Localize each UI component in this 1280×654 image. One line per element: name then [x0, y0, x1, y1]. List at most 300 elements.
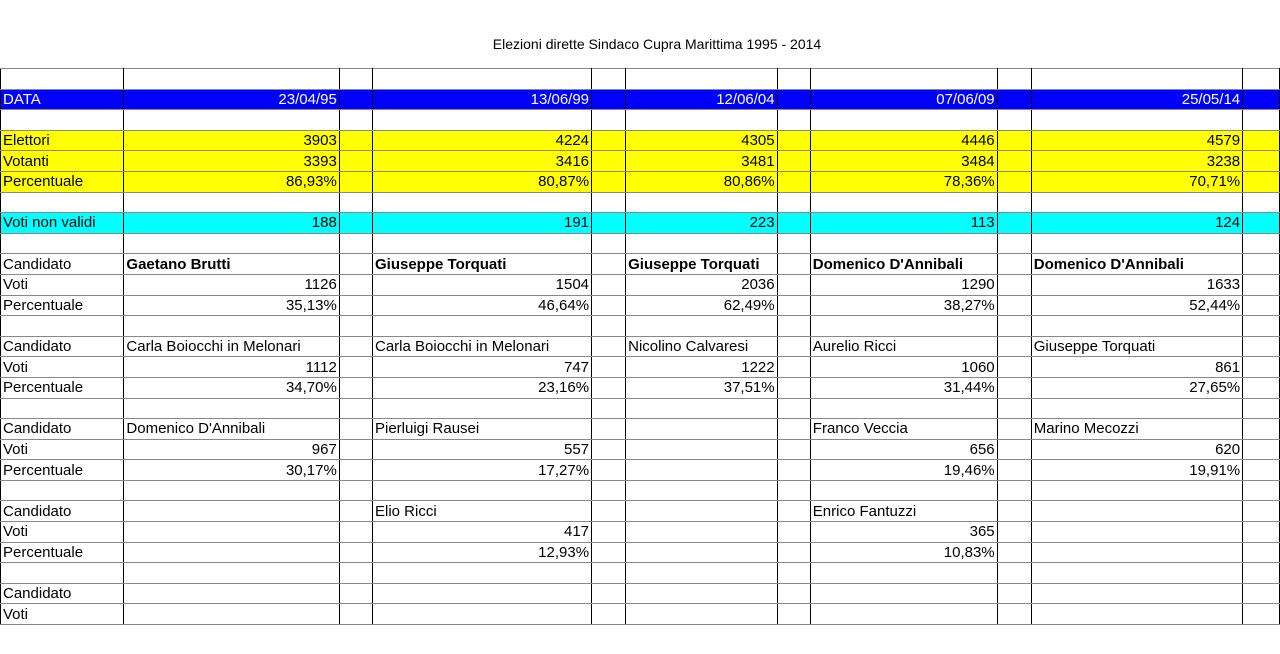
- spacer-cell[interactable]: [339, 336, 372, 357]
- spacer-cell[interactable]: [777, 563, 810, 584]
- spacer-cell[interactable]: [592, 336, 626, 357]
- value-cell[interactable]: [626, 522, 777, 543]
- spacer-cell[interactable]: [592, 192, 626, 213]
- value-cell[interactable]: [626, 501, 777, 522]
- spacer-cell[interactable]: [626, 233, 777, 254]
- row-label-cell[interactable]: Votanti: [1, 151, 124, 172]
- spacer-cell[interactable]: [592, 542, 626, 563]
- spacer-cell[interactable]: [777, 89, 810, 110]
- spacer-cell[interactable]: [777, 171, 810, 192]
- value-cell[interactable]: [1031, 522, 1242, 543]
- value-cell[interactable]: 4579: [1031, 130, 1242, 151]
- spacer-cell[interactable]: [1031, 563, 1242, 584]
- spacer-cell[interactable]: [777, 274, 810, 295]
- spacer-cell[interactable]: [1243, 357, 1280, 378]
- spacer-cell[interactable]: [777, 377, 810, 398]
- spacer-cell[interactable]: [626, 480, 777, 501]
- value-cell[interactable]: 31,44%: [810, 377, 997, 398]
- spacer-cell[interactable]: [1243, 130, 1280, 151]
- row-label-cell[interactable]: [1, 316, 124, 337]
- spacer-cell[interactable]: [1243, 110, 1280, 131]
- value-cell[interactable]: 78,36%: [810, 171, 997, 192]
- spacer-cell[interactable]: [339, 419, 372, 440]
- spacer-cell[interactable]: [592, 501, 626, 522]
- value-cell[interactable]: 52,44%: [1031, 295, 1242, 316]
- spacer-cell[interactable]: [339, 377, 372, 398]
- spacer-cell[interactable]: [1031, 110, 1242, 131]
- spacer-cell[interactable]: [997, 377, 1031, 398]
- spacer-cell[interactable]: [339, 501, 372, 522]
- row-label-cell[interactable]: Candidato: [1, 336, 124, 357]
- value-cell[interactable]: 3484: [810, 151, 997, 172]
- row-label-cell[interactable]: [1, 398, 124, 419]
- spacer-cell[interactable]: [124, 110, 339, 131]
- spacer-cell[interactable]: [592, 522, 626, 543]
- spacer-cell[interactable]: [810, 192, 997, 213]
- spacer-cell[interactable]: [997, 89, 1031, 110]
- value-cell[interactable]: Domenico D'Annibali: [810, 254, 997, 275]
- spacer-cell[interactable]: [1243, 501, 1280, 522]
- spacer-cell[interactable]: [997, 254, 1031, 275]
- spacer-cell[interactable]: [777, 439, 810, 460]
- spacer-cell[interactable]: [626, 69, 777, 90]
- value-cell[interactable]: [1031, 542, 1242, 563]
- value-cell[interactable]: 80,87%: [373, 171, 592, 192]
- spacer-cell[interactable]: [1243, 460, 1280, 481]
- spacer-cell[interactable]: [997, 522, 1031, 543]
- spacer-cell[interactable]: [777, 254, 810, 275]
- spacer-cell[interactable]: [339, 233, 372, 254]
- value-cell[interactable]: 30,17%: [124, 460, 339, 481]
- spacer-cell[interactable]: [777, 110, 810, 131]
- value-cell[interactable]: [124, 501, 339, 522]
- value-cell[interactable]: [626, 439, 777, 460]
- spacer-cell[interactable]: [777, 316, 810, 337]
- value-cell[interactable]: 3416: [373, 151, 592, 172]
- spacer-cell[interactable]: [592, 480, 626, 501]
- spacer-cell[interactable]: [1243, 336, 1280, 357]
- spacer-cell[interactable]: [592, 171, 626, 192]
- spacer-cell[interactable]: [339, 295, 372, 316]
- spacer-cell[interactable]: [997, 171, 1031, 192]
- value-cell[interactable]: 557: [373, 439, 592, 460]
- value-cell[interactable]: 1504: [373, 274, 592, 295]
- spacer-cell[interactable]: [124, 233, 339, 254]
- value-cell[interactable]: 80,86%: [626, 171, 777, 192]
- spacer-cell[interactable]: [777, 192, 810, 213]
- value-cell[interactable]: 1290: [810, 274, 997, 295]
- value-cell[interactable]: 656: [810, 439, 997, 460]
- spacer-cell[interactable]: [339, 171, 372, 192]
- spacer-cell[interactable]: [592, 110, 626, 131]
- spacer-cell[interactable]: [997, 542, 1031, 563]
- spacer-cell[interactable]: [124, 69, 339, 90]
- row-label-cell[interactable]: [1, 192, 124, 213]
- spacer-cell[interactable]: [339, 522, 372, 543]
- value-cell[interactable]: Giuseppe Torquati: [626, 254, 777, 275]
- value-cell[interactable]: [1031, 501, 1242, 522]
- value-cell[interactable]: Pierluigi Rausei: [373, 419, 592, 440]
- row-label-cell[interactable]: Elettori: [1, 130, 124, 151]
- value-cell[interactable]: [626, 583, 777, 604]
- spacer-cell[interactable]: [997, 233, 1031, 254]
- value-cell[interactable]: Franco Veccia: [810, 419, 997, 440]
- value-cell[interactable]: 34,70%: [124, 377, 339, 398]
- spacer-cell[interactable]: [339, 192, 372, 213]
- value-cell[interactable]: 1060: [810, 357, 997, 378]
- spacer-cell[interactable]: [339, 89, 372, 110]
- value-cell[interactable]: 10,83%: [810, 542, 997, 563]
- spacer-cell[interactable]: [777, 398, 810, 419]
- spacer-cell[interactable]: [997, 274, 1031, 295]
- spacer-cell[interactable]: [339, 563, 372, 584]
- table-row: [1, 604, 1280, 625]
- spacer-cell[interactable]: [373, 398, 592, 419]
- spacer-cell[interactable]: [592, 316, 626, 337]
- value-cell[interactable]: 1633: [1031, 274, 1242, 295]
- spacer-cell[interactable]: [124, 480, 339, 501]
- spacer-cell[interactable]: [810, 316, 997, 337]
- spacer-cell[interactable]: [592, 151, 626, 172]
- value-cell[interactable]: 13/06/99: [373, 89, 592, 110]
- value-cell[interactable]: 417: [373, 522, 592, 543]
- spacer-cell[interactable]: [339, 274, 372, 295]
- row-label-cell[interactable]: [1, 69, 124, 90]
- spacer-cell[interactable]: [592, 130, 626, 151]
- spacer-cell[interactable]: [592, 563, 626, 584]
- value-cell[interactable]: 12,93%: [373, 542, 592, 563]
- value-cell[interactable]: Carla Boiocchi in Melonari: [373, 336, 592, 357]
- spacer-cell[interactable]: [339, 542, 372, 563]
- spacer-cell[interactable]: [1243, 171, 1280, 192]
- value-cell[interactable]: 191: [373, 213, 592, 234]
- value-cell[interactable]: [124, 522, 339, 543]
- value-cell[interactable]: 365: [810, 522, 997, 543]
- spacer-cell[interactable]: [777, 542, 810, 563]
- value-cell[interactable]: 3393: [124, 151, 339, 172]
- row-label-cell[interactable]: Voti: [1, 522, 124, 543]
- spacer-cell[interactable]: [997, 69, 1031, 90]
- row-label-cell[interactable]: Voti non validi: [1, 213, 124, 234]
- value-cell[interactable]: [810, 583, 997, 604]
- spacer-cell[interactable]: [997, 192, 1031, 213]
- spacer-cell[interactable]: [997, 151, 1031, 172]
- spacer-cell[interactable]: [1243, 563, 1280, 584]
- value-cell[interactable]: 188: [124, 213, 339, 234]
- value-cell[interactable]: Aurelio Ricci: [810, 336, 997, 357]
- spacer-cell[interactable]: [592, 213, 626, 234]
- spacer-cell[interactable]: [339, 398, 372, 419]
- spacer-cell[interactable]: [997, 357, 1031, 378]
- value-cell[interactable]: [124, 542, 339, 563]
- spacer-cell[interactable]: [777, 357, 810, 378]
- spacer-cell[interactable]: [1243, 151, 1280, 172]
- value-cell[interactable]: 38,27%: [810, 295, 997, 316]
- spacer-cell[interactable]: [997, 480, 1031, 501]
- spacer-cell[interactable]: [1031, 316, 1242, 337]
- value-cell[interactable]: Domenico D'Annibali: [1031, 254, 1242, 275]
- table-row: [1, 295, 1280, 316]
- spacer-cell[interactable]: [777, 233, 810, 254]
- spacer-cell[interactable]: [339, 110, 372, 131]
- spacer-cell[interactable]: [810, 398, 997, 419]
- row-label-cell[interactable]: Percentuale: [1, 460, 124, 481]
- spacer-cell[interactable]: [1243, 377, 1280, 398]
- value-cell[interactable]: [373, 583, 592, 604]
- spacer-cell[interactable]: [997, 604, 1031, 625]
- value-cell[interactable]: 1112: [124, 357, 339, 378]
- value-cell[interactable]: [810, 604, 997, 625]
- spacer-cell[interactable]: [592, 295, 626, 316]
- spacer-cell[interactable]: [1243, 522, 1280, 543]
- spacer-cell[interactable]: [339, 213, 372, 234]
- spacer-cell[interactable]: [810, 69, 997, 90]
- value-cell[interactable]: [626, 460, 777, 481]
- spacer-cell[interactable]: [339, 151, 372, 172]
- spacer-cell[interactable]: [592, 89, 626, 110]
- value-cell[interactable]: Giuseppe Torquati: [1031, 336, 1242, 357]
- value-cell[interactable]: 3903: [124, 130, 339, 151]
- spacer-cell[interactable]: [1243, 233, 1280, 254]
- spacer-cell[interactable]: [373, 233, 592, 254]
- value-cell[interactable]: 113: [810, 213, 997, 234]
- table-row: [1, 89, 1280, 110]
- row-label-cell[interactable]: Percentuale: [1, 542, 124, 563]
- value-cell[interactable]: 23,16%: [373, 377, 592, 398]
- spacer-cell[interactable]: [592, 254, 626, 275]
- row-label-cell[interactable]: Candidato: [1, 501, 124, 522]
- value-cell[interactable]: [626, 419, 777, 440]
- row-label-cell[interactable]: Voti: [1, 357, 124, 378]
- spacer-cell[interactable]: [592, 419, 626, 440]
- row-label-cell[interactable]: Candidato: [1, 254, 124, 275]
- spacer-cell[interactable]: [1243, 192, 1280, 213]
- value-cell[interactable]: 620: [1031, 439, 1242, 460]
- value-cell[interactable]: Marino Mecozzi: [1031, 419, 1242, 440]
- spacer-cell[interactable]: [592, 398, 626, 419]
- spacer-cell[interactable]: [373, 563, 592, 584]
- spacer-cell[interactable]: [339, 254, 372, 275]
- value-cell[interactable]: 37,51%: [626, 377, 777, 398]
- spacer-cell[interactable]: [124, 192, 339, 213]
- value-cell[interactable]: 19,91%: [1031, 460, 1242, 481]
- spacer-cell[interactable]: [339, 357, 372, 378]
- spacer-cell[interactable]: [997, 398, 1031, 419]
- spacer-cell[interactable]: [1031, 480, 1242, 501]
- spacer-cell[interactable]: [810, 233, 997, 254]
- value-cell[interactable]: Enrico Fantuzzi: [810, 501, 997, 522]
- spacer-cell[interactable]: [777, 295, 810, 316]
- spacer-cell[interactable]: [339, 439, 372, 460]
- row-label-cell[interactable]: [1, 480, 124, 501]
- value-cell[interactable]: 4446: [810, 130, 997, 151]
- spacer-cell[interactable]: [373, 110, 592, 131]
- value-cell[interactable]: Giuseppe Torquati: [373, 254, 592, 275]
- spacer-cell[interactable]: [1243, 316, 1280, 337]
- spacer-cell[interactable]: [592, 460, 626, 481]
- value-cell[interactable]: 747: [373, 357, 592, 378]
- value-cell[interactable]: [124, 604, 339, 625]
- spacer-cell[interactable]: [777, 130, 810, 151]
- spacer-cell[interactable]: [810, 110, 997, 131]
- row-label-cell[interactable]: Candidato: [1, 419, 124, 440]
- value-cell[interactable]: 17,27%: [373, 460, 592, 481]
- value-cell[interactable]: 967: [124, 439, 339, 460]
- spacer-cell[interactable]: [339, 480, 372, 501]
- spacer-cell[interactable]: [997, 110, 1031, 131]
- spacer-cell[interactable]: [1243, 295, 1280, 316]
- value-cell[interactable]: [1031, 583, 1242, 604]
- value-cell[interactable]: 23/04/95: [124, 89, 339, 110]
- spacer-cell[interactable]: [373, 480, 592, 501]
- row-label-cell[interactable]: Percentuale: [1, 377, 124, 398]
- value-cell[interactable]: 86,93%: [124, 171, 339, 192]
- value-cell[interactable]: 4224: [373, 130, 592, 151]
- value-cell[interactable]: 62,49%: [626, 295, 777, 316]
- spacer-cell[interactable]: [339, 130, 372, 151]
- value-cell[interactable]: Domenico D'Annibali: [124, 419, 339, 440]
- spacer-cell[interactable]: [592, 69, 626, 90]
- spacer-cell[interactable]: [626, 563, 777, 584]
- spacer-cell[interactable]: [777, 522, 810, 543]
- spacer-cell[interactable]: [1243, 213, 1280, 234]
- row-label-cell[interactable]: [1, 110, 124, 131]
- value-cell[interactable]: 3481: [626, 151, 777, 172]
- spacer-cell[interactable]: [1243, 604, 1280, 625]
- spacer-cell[interactable]: [777, 151, 810, 172]
- value-cell[interactable]: [124, 583, 339, 604]
- row-label-cell[interactable]: [1, 563, 124, 584]
- value-cell[interactable]: Elio Ricci: [373, 501, 592, 522]
- spacer-cell[interactable]: [1243, 419, 1280, 440]
- value-cell[interactable]: Nicolino Calvaresi: [626, 336, 777, 357]
- spacer-cell[interactable]: [777, 213, 810, 234]
- spacer-cell[interactable]: [339, 460, 372, 481]
- value-cell[interactable]: 07/06/09: [810, 89, 997, 110]
- value-cell[interactable]: [626, 604, 777, 625]
- spacer-cell[interactable]: [1243, 254, 1280, 275]
- spacer-cell[interactable]: [592, 583, 626, 604]
- spacer-cell[interactable]: [777, 604, 810, 625]
- value-cell[interactable]: 12/06/04: [626, 89, 777, 110]
- spacer-cell[interactable]: [1243, 583, 1280, 604]
- spacer-cell[interactable]: [1031, 233, 1242, 254]
- spacer-cell[interactable]: [339, 583, 372, 604]
- spacer-cell[interactable]: [997, 563, 1031, 584]
- spacer-cell[interactable]: [373, 69, 592, 90]
- value-cell[interactable]: 46,64%: [373, 295, 592, 316]
- spacer-cell[interactable]: [1243, 439, 1280, 460]
- spacer-cell[interactable]: [810, 480, 997, 501]
- spacer-cell[interactable]: [777, 336, 810, 357]
- spacer-cell[interactable]: [592, 439, 626, 460]
- spacer-cell[interactable]: [997, 439, 1031, 460]
- value-cell[interactable]: 25/05/14: [1031, 89, 1242, 110]
- spacer-cell[interactable]: [1243, 542, 1280, 563]
- spacer-cell[interactable]: [777, 460, 810, 481]
- spacer-cell[interactable]: [1031, 69, 1242, 90]
- spacer-cell[interactable]: [626, 316, 777, 337]
- row-label-cell[interactable]: Voti: [1, 604, 124, 625]
- value-cell[interactable]: 27,65%: [1031, 377, 1242, 398]
- value-cell[interactable]: 861: [1031, 357, 1242, 378]
- spacer-cell[interactable]: [997, 316, 1031, 337]
- value-cell[interactable]: 3238: [1031, 151, 1242, 172]
- row-label-cell[interactable]: DATA: [1, 89, 124, 110]
- spacer-cell[interactable]: [592, 604, 626, 625]
- spacer-cell[interactable]: [997, 501, 1031, 522]
- value-cell[interactable]: 4305: [626, 130, 777, 151]
- value-cell[interactable]: 2036: [626, 274, 777, 295]
- spacer-cell[interactable]: [592, 357, 626, 378]
- spacer-cell[interactable]: [777, 583, 810, 604]
- spacer-cell[interactable]: [810, 563, 997, 584]
- row-label-cell[interactable]: Candidato: [1, 583, 124, 604]
- row-label-cell[interactable]: Voti: [1, 439, 124, 460]
- spacer-cell[interactable]: [339, 316, 372, 337]
- spacer-cell[interactable]: [626, 192, 777, 213]
- spacer-cell[interactable]: [997, 460, 1031, 481]
- spacer-cell[interactable]: [1243, 274, 1280, 295]
- spacer-cell[interactable]: [997, 419, 1031, 440]
- spacer-cell[interactable]: [1243, 398, 1280, 419]
- spacer-cell[interactable]: [1243, 69, 1280, 90]
- spacer-cell[interactable]: [339, 69, 372, 90]
- spacer-cell[interactable]: [339, 604, 372, 625]
- value-cell[interactable]: 1126: [124, 274, 339, 295]
- spacer-cell[interactable]: [373, 316, 592, 337]
- row-label-cell[interactable]: [1, 233, 124, 254]
- value-cell[interactable]: 124: [1031, 213, 1242, 234]
- value-cell[interactable]: 223: [626, 213, 777, 234]
- spacer-cell[interactable]: [373, 192, 592, 213]
- spacer-cell[interactable]: [777, 419, 810, 440]
- spacer-cell[interactable]: [1243, 480, 1280, 501]
- spacer-cell[interactable]: [592, 274, 626, 295]
- value-cell[interactable]: Carla Boiocchi in Melonari: [124, 336, 339, 357]
- spacer-cell[interactable]: [1243, 89, 1280, 110]
- spacer-cell[interactable]: [997, 130, 1031, 151]
- spacer-cell[interactable]: [592, 377, 626, 398]
- row-label-cell[interactable]: Percentuale: [1, 171, 124, 192]
- value-cell[interactable]: Gaetano Brutti: [124, 254, 339, 275]
- value-cell[interactable]: 70,71%: [1031, 171, 1242, 192]
- spacer-cell[interactable]: [626, 110, 777, 131]
- spacer-cell[interactable]: [997, 336, 1031, 357]
- spacer-cell[interactable]: [777, 69, 810, 90]
- row-label-cell[interactable]: Percentuale: [1, 295, 124, 316]
- value-cell[interactable]: 19,46%: [810, 460, 997, 481]
- spacer-cell[interactable]: [997, 213, 1031, 234]
- value-cell[interactable]: 1222: [626, 357, 777, 378]
- spacer-cell[interactable]: [124, 398, 339, 419]
- spacer-cell[interactable]: [124, 563, 339, 584]
- spacer-cell[interactable]: [777, 480, 810, 501]
- value-cell[interactable]: [626, 542, 777, 563]
- spacer-cell[interactable]: [592, 233, 626, 254]
- value-cell[interactable]: [373, 604, 592, 625]
- spacer-cell[interactable]: [626, 398, 777, 419]
- spacer-cell[interactable]: [777, 501, 810, 522]
- spacer-cell[interactable]: [997, 583, 1031, 604]
- spacer-cell[interactable]: [1031, 192, 1242, 213]
- value-cell[interactable]: 35,13%: [124, 295, 339, 316]
- value-cell[interactable]: [1031, 604, 1242, 625]
- spacer-cell[interactable]: [124, 316, 339, 337]
- row-label-cell[interactable]: Voti: [1, 274, 124, 295]
- spacer-cell[interactable]: [1031, 398, 1242, 419]
- spacer-cell[interactable]: [997, 295, 1031, 316]
